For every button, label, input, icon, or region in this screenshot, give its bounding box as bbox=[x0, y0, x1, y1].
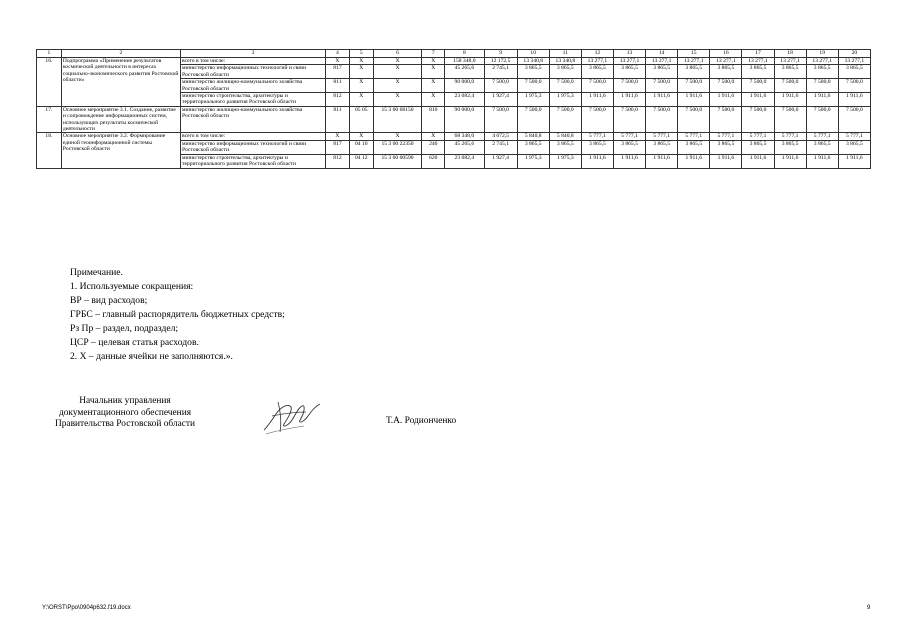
column-header: 11 bbox=[549, 50, 581, 58]
notes-line: Рз Пр – раздел, подраздел; bbox=[70, 323, 179, 334]
value-cell: 15 3 00 68150 bbox=[373, 106, 422, 133]
value-cell: 90 000,0 bbox=[445, 79, 484, 93]
value-cell: 1 975,3 bbox=[549, 154, 581, 168]
file-path: Y:\ORST\Ppo\0904p632.f19.docx bbox=[42, 605, 131, 611]
notes-line: ВР – вид расходов; bbox=[70, 295, 148, 306]
value-cell: 811 bbox=[326, 79, 350, 93]
table-row bbox=[37, 58, 871, 65]
value-cell: 7 500,0 bbox=[838, 79, 870, 93]
value-cell: 158 348,0 bbox=[445, 58, 484, 65]
value-cell: 3 865,5 bbox=[710, 140, 742, 154]
value-cell: 1 911,6 bbox=[806, 93, 838, 107]
value-cell: 7 500,0 bbox=[678, 106, 710, 133]
value-cell: 7 500,0 bbox=[742, 106, 774, 133]
value-cell: 3 865,5 bbox=[806, 140, 838, 154]
table-row bbox=[37, 106, 871, 133]
executor-cell: министерство жилищно-коммунального хозяйства Ростовской области bbox=[181, 106, 326, 133]
value-cell: X bbox=[349, 58, 373, 65]
value-cell: 23 082,4 bbox=[445, 93, 484, 107]
value-cell: 13 277,1 bbox=[581, 58, 613, 65]
value-cell: 5 777,1 bbox=[774, 133, 806, 140]
value-cell: 13 277,1 bbox=[742, 58, 774, 65]
value-cell: 23 082,4 bbox=[445, 154, 484, 168]
value-cell: 7 500,0 bbox=[710, 79, 742, 93]
value-cell: X bbox=[373, 58, 422, 65]
value-cell: X bbox=[326, 133, 350, 140]
value-cell: 7 500,0 bbox=[646, 79, 678, 93]
program-name-cell: Основное мероприятие 3.2. Формирование единой геоинформационной системы Ростовской области bbox=[61, 133, 180, 168]
value-cell: 3 865,5 bbox=[774, 140, 806, 154]
column-header: 1 bbox=[37, 50, 62, 58]
executor-cell: министерство информационных технологий и связи Ростовской области bbox=[181, 65, 326, 79]
column-header: 10 bbox=[517, 50, 549, 58]
value-cell: 1 975,3 bbox=[517, 93, 549, 107]
value-cell: 817 bbox=[326, 140, 350, 154]
value-cell: 7 500,0 bbox=[806, 79, 838, 93]
notes-block bbox=[70, 266, 285, 364]
value-cell: 15 3 00 22350 bbox=[373, 140, 422, 154]
signatory-title-line: Правительства Ростовской области bbox=[54, 419, 196, 429]
column-header: 5 bbox=[349, 50, 373, 58]
column-header: 12 bbox=[581, 50, 613, 58]
value-cell: X bbox=[349, 79, 373, 93]
value-cell: 3 865,5 bbox=[646, 65, 678, 79]
value-cell: 7 500,0 bbox=[742, 79, 774, 93]
value-cell: 2 745,1 bbox=[484, 65, 517, 79]
column-header: 14 bbox=[646, 50, 678, 58]
value-cell: 3 865,5 bbox=[646, 140, 678, 154]
value-cell: 45 265,6 bbox=[445, 140, 484, 154]
value-cell: 3 865,5 bbox=[838, 140, 870, 154]
value-cell: X bbox=[422, 58, 445, 65]
value-cell: 1 911,6 bbox=[710, 93, 742, 107]
value-cell: 3 865,5 bbox=[742, 65, 774, 79]
value-cell: 05 05 bbox=[349, 106, 373, 133]
value-cell: 1 911,6 bbox=[581, 154, 613, 168]
value-cell: 3 865,5 bbox=[806, 65, 838, 79]
notes-line: ГРБС – главный распорядитель бюджетных средств; bbox=[70, 309, 285, 320]
value-cell: 5 777,1 bbox=[806, 133, 838, 140]
value-cell: 7 500,0 bbox=[484, 106, 517, 133]
value-cell: X bbox=[422, 93, 445, 107]
notes-line: ЦСР – целевая статья расходов. bbox=[70, 337, 199, 348]
value-cell: 3 865,5 bbox=[581, 140, 613, 154]
executor-cell: министерство строительства, архитектуры и территориального развития Ростовской области bbox=[181, 154, 326, 168]
executor-cell: министерство строительства, архитектуры и территориального развития Ростовской области bbox=[181, 93, 326, 107]
column-header: 2 bbox=[61, 50, 180, 58]
value-cell: X bbox=[349, 133, 373, 140]
value-cell: 7 500,0 bbox=[549, 106, 581, 133]
value-cell: 3 865,5 bbox=[710, 65, 742, 79]
value-cell: 7 500,0 bbox=[581, 79, 613, 93]
value-cell: 7 500,0 bbox=[678, 79, 710, 93]
value-cell: 13 277,1 bbox=[646, 58, 678, 65]
value-cell: 1 911,6 bbox=[710, 154, 742, 168]
value-cell: 240 bbox=[422, 140, 445, 154]
table-header-row bbox=[37, 50, 871, 58]
value-cell: 1 911,6 bbox=[774, 154, 806, 168]
column-header: 15 bbox=[678, 50, 710, 58]
executor-cell: министерство жилищно-коммунального хозяйства Ростовской области bbox=[181, 79, 326, 93]
column-header: 17 bbox=[742, 50, 774, 58]
value-cell: X bbox=[373, 93, 422, 107]
signatory-title bbox=[40, 396, 210, 431]
program-name-cell: Основное мероприятие 3.1. Создание, развитие и сопровождение информационных систем, использующих результаты космической деятельности bbox=[61, 106, 180, 133]
page-number: 9 bbox=[867, 605, 871, 611]
column-header: 6 bbox=[373, 50, 422, 58]
value-cell: 3 865,5 bbox=[838, 65, 870, 79]
value-cell: 620 bbox=[422, 154, 445, 168]
value-cell: 5 777,1 bbox=[678, 133, 710, 140]
value-cell: 13 277,1 bbox=[838, 58, 870, 65]
table-row bbox=[37, 133, 871, 140]
notes-line: 1. Используемые сокращения: bbox=[70, 281, 194, 292]
value-cell: X bbox=[373, 79, 422, 93]
value-cell: 13 277,1 bbox=[613, 58, 645, 65]
row-number-cell: 18. bbox=[37, 133, 62, 168]
executor-cell: всего в том числе: bbox=[181, 133, 326, 140]
value-cell: 68 348,0 bbox=[445, 133, 484, 140]
value-cell: 5 777,1 bbox=[646, 133, 678, 140]
value-cell: 7 500,0 bbox=[774, 106, 806, 133]
value-cell: 1 911,6 bbox=[742, 93, 774, 107]
value-cell: 13 277,1 bbox=[806, 58, 838, 65]
value-cell: 811 bbox=[326, 106, 350, 133]
value-cell: 7 500,0 bbox=[838, 106, 870, 133]
value-cell: 04 10 bbox=[349, 140, 373, 154]
value-cell: 1 975,3 bbox=[517, 154, 549, 168]
value-cell: 13 340,8 bbox=[517, 58, 549, 65]
value-cell: 3 865,5 bbox=[549, 65, 581, 79]
column-header: 13 bbox=[613, 50, 645, 58]
value-cell: 13 277,1 bbox=[678, 58, 710, 65]
column-header: 9 bbox=[484, 50, 517, 58]
value-cell: 7 500,0 bbox=[613, 79, 645, 93]
value-cell: 817 bbox=[326, 65, 350, 79]
value-cell: 7 500,0 bbox=[549, 79, 581, 93]
column-header: 16 bbox=[710, 50, 742, 58]
value-cell: 3 865,5 bbox=[549, 140, 581, 154]
signatory-title-line: документационного обеспечения bbox=[58, 407, 192, 418]
handwritten-signature bbox=[258, 396, 328, 438]
signatory-name: Т.А. Родионченко bbox=[386, 416, 457, 426]
signatory-title-line: Начальник управления bbox=[79, 396, 171, 406]
value-cell: 4 672,5 bbox=[484, 133, 517, 140]
value-cell: 5 777,1 bbox=[613, 133, 645, 140]
value-cell: 1 911,6 bbox=[742, 154, 774, 168]
value-cell: 5 777,1 bbox=[710, 133, 742, 140]
value-cell: 7 500,0 bbox=[581, 106, 613, 133]
value-cell: 1 911,6 bbox=[613, 154, 645, 168]
value-cell: X bbox=[422, 79, 445, 93]
column-header: 3 bbox=[181, 50, 326, 58]
column-header: 19 bbox=[806, 50, 838, 58]
value-cell: 7 500,0 bbox=[517, 79, 549, 93]
value-cell: 7 500,0 bbox=[613, 106, 645, 133]
value-cell: 1 927,4 bbox=[484, 154, 517, 168]
value-cell: 7 500,0 bbox=[774, 79, 806, 93]
value-cell: 5 777,1 bbox=[838, 133, 870, 140]
value-cell: 7 500,0 bbox=[517, 106, 549, 133]
value-cell: X bbox=[422, 133, 445, 140]
value-cell: 7 500,0 bbox=[646, 106, 678, 133]
column-header: 7 bbox=[422, 50, 445, 58]
value-cell: 1 911,6 bbox=[613, 93, 645, 107]
value-cell: 1 911,6 bbox=[838, 154, 870, 168]
value-cell: 1 911,6 bbox=[646, 154, 678, 168]
column-header: 8 bbox=[445, 50, 484, 58]
value-cell: 3 865,5 bbox=[774, 65, 806, 79]
value-cell: 2 745,1 bbox=[484, 140, 517, 154]
value-cell: 12 172,5 bbox=[484, 58, 517, 65]
value-cell: 1 911,6 bbox=[774, 93, 806, 107]
column-header: 18 bbox=[774, 50, 806, 58]
value-cell: X bbox=[373, 133, 422, 140]
value-cell: X bbox=[349, 93, 373, 107]
executor-cell: всего в том числе: bbox=[181, 58, 326, 65]
value-cell: 7 500,0 bbox=[806, 106, 838, 133]
value-cell: 1 911,6 bbox=[678, 154, 710, 168]
value-cell: 3 865,5 bbox=[613, 140, 645, 154]
value-cell: 1 911,6 bbox=[646, 93, 678, 107]
notes-title: Примечание. bbox=[70, 267, 123, 278]
value-cell: 7 500,0 bbox=[710, 106, 742, 133]
value-cell: 1 975,3 bbox=[549, 93, 581, 107]
value-cell: 3 865,5 bbox=[517, 140, 549, 154]
value-cell: 13 277,1 bbox=[774, 58, 806, 65]
value-cell: X bbox=[373, 65, 422, 79]
value-cell: 810 bbox=[422, 106, 445, 133]
value-cell: 1 927,4 bbox=[484, 93, 517, 107]
value-cell: 812 bbox=[326, 154, 350, 168]
value-cell: X bbox=[349, 65, 373, 79]
value-cell: X bbox=[326, 58, 350, 65]
row-number-cell: 16. bbox=[37, 58, 62, 107]
value-cell: 1 911,6 bbox=[581, 93, 613, 107]
value-cell: 3 865,5 bbox=[613, 65, 645, 79]
value-cell: 3 865,5 bbox=[742, 140, 774, 154]
value-cell: 5 777,1 bbox=[742, 133, 774, 140]
value-cell: 90 000,0 bbox=[445, 106, 484, 133]
row-number-cell: 17. bbox=[37, 106, 62, 133]
notes-line: 2. Х – данные ячейки не заполняются.». bbox=[70, 351, 233, 362]
value-cell: 5 840,8 bbox=[549, 133, 581, 140]
program-name-cell: Подпрограмма «Применение результатов космической деятельности в интересах социально-экономического развития Ростовской области» bbox=[61, 58, 180, 107]
value-cell: 1 911,6 bbox=[838, 93, 870, 107]
column-header: 4 bbox=[326, 50, 350, 58]
value-cell: 15 3 00 00590 bbox=[373, 154, 422, 168]
value-cell: 3 865,5 bbox=[678, 140, 710, 154]
value-cell: 3 865,5 bbox=[517, 65, 549, 79]
value-cell: 5 777,1 bbox=[581, 133, 613, 140]
value-cell: 1 911,6 bbox=[806, 154, 838, 168]
value-cell: 7 500,0 bbox=[484, 79, 517, 93]
value-cell: 812 bbox=[326, 93, 350, 107]
value-cell: X bbox=[422, 65, 445, 79]
value-cell: 04 12 bbox=[349, 154, 373, 168]
value-cell: 3 865,5 bbox=[581, 65, 613, 79]
value-cell: 13 277,1 bbox=[710, 58, 742, 65]
value-cell: 1 911,6 bbox=[678, 93, 710, 107]
value-cell: 13 340,8 bbox=[549, 58, 581, 65]
executor-cell: министерство информационных технологий и связи Ростовской области bbox=[181, 140, 326, 154]
budget-table bbox=[36, 49, 871, 169]
value-cell: 5 840,8 bbox=[517, 133, 549, 140]
value-cell: 45 265,6 bbox=[445, 65, 484, 79]
column-header: 20 bbox=[838, 50, 870, 58]
value-cell: 3 865,5 bbox=[678, 65, 710, 79]
